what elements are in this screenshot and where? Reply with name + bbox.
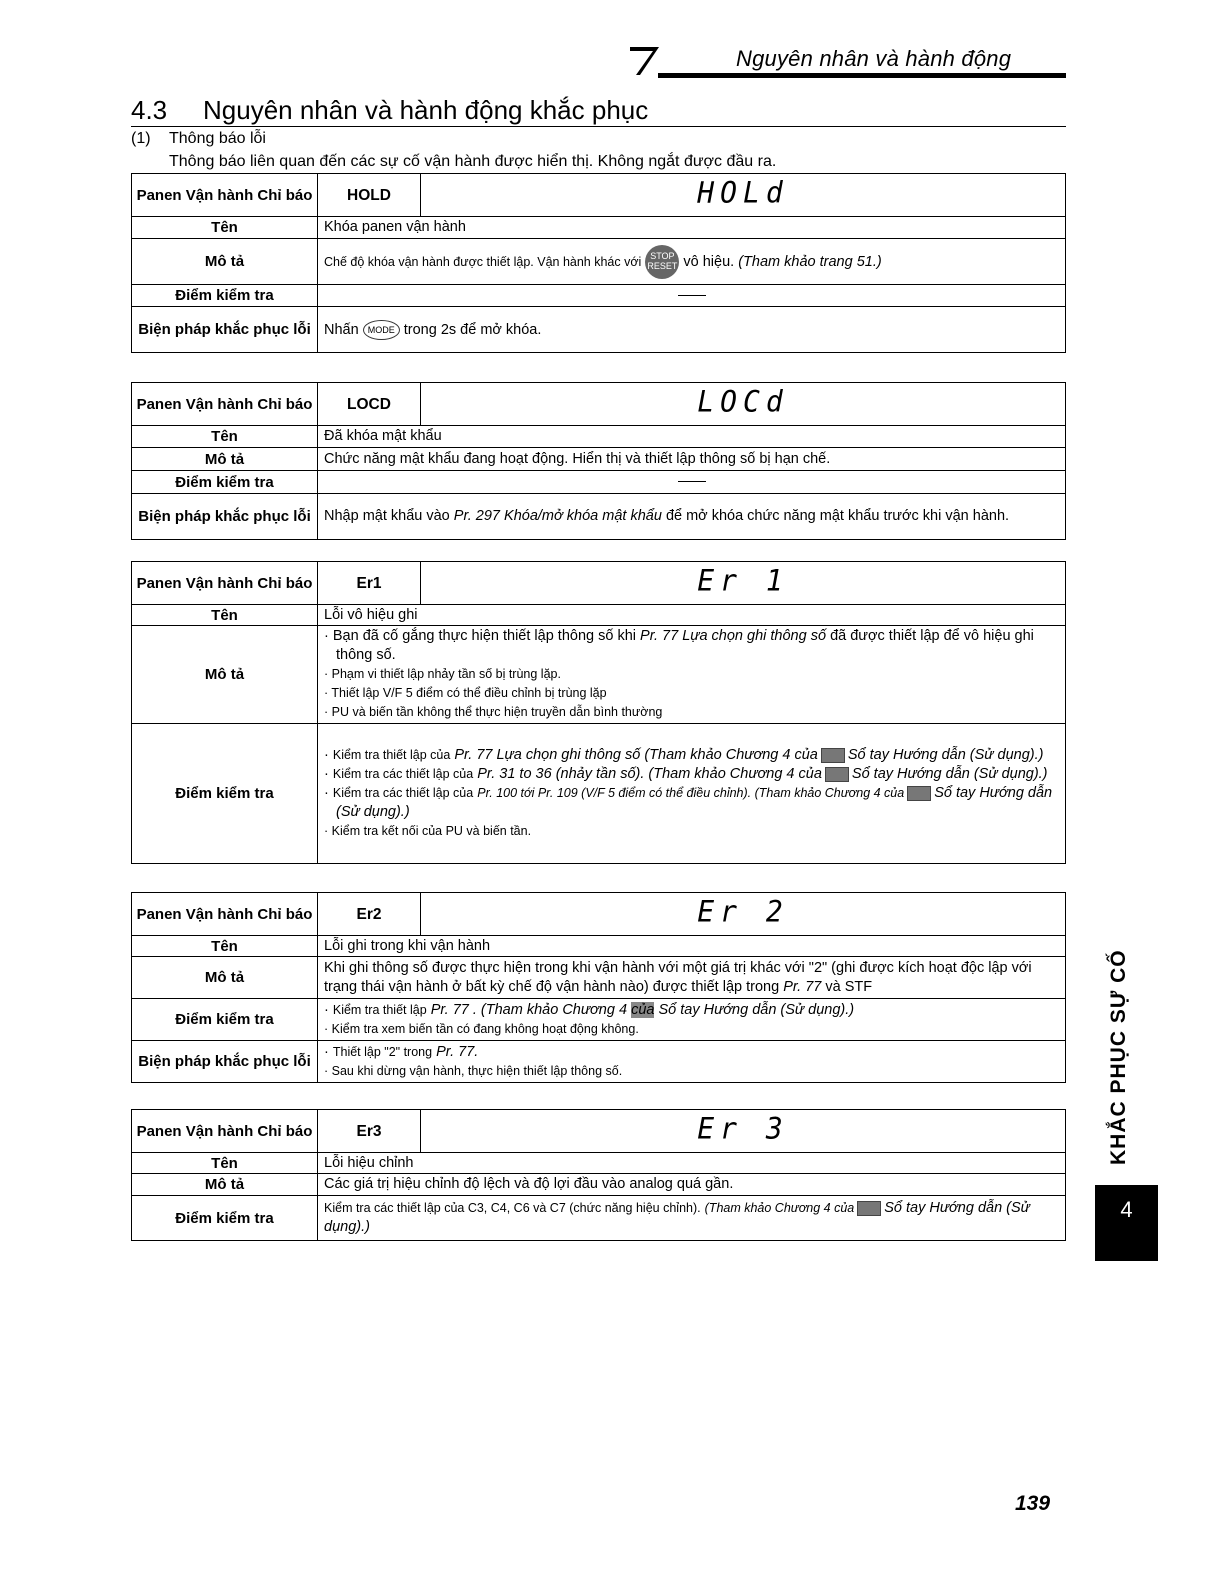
label-desc: Mô tả — [132, 957, 318, 999]
error-remedy: Nhấn MODE trong 2s để mở khóa. — [318, 307, 1066, 353]
label-name: Tên — [132, 936, 318, 957]
label-remedy: Biện pháp khắc phục lỗi — [132, 1041, 318, 1083]
error-check: Kiểm tra các thiết lập của C3, C4, C6 và C7 (chức năng hiệu chỉnh). (Tham khảo Chương 4 của Sổ tay Hướng dẫn (Sử dụng).) — [318, 1196, 1066, 1241]
segment-display: Er 3 — [421, 1110, 1066, 1153]
error-desc — [318, 626, 1066, 724]
segment-display: Er 2 — [421, 893, 1066, 936]
error-check — [318, 724, 1066, 864]
manual-book-icon — [821, 748, 845, 763]
label-desc: Mô tả — [132, 1174, 318, 1196]
error-code: Er2 — [318, 893, 421, 936]
error-name: Lỗi hiệu chỉnh — [318, 1153, 1066, 1174]
chapter-logo-icon — [628, 44, 662, 78]
error-code: Er3 — [318, 1110, 421, 1153]
label-remedy: Biện pháp khắc phục lỗi — [132, 494, 318, 540]
error-desc: Chế độ khóa vận hành được thiết lập. Vận hành khác với STOP RESET vô hiệu. (Tham khảo trang 51.) — [318, 239, 1066, 285]
error-code: Er1 — [318, 562, 421, 605]
label-panel: Panen Vận hành Chỉ báo — [132, 383, 318, 426]
error-code: LOCD — [318, 383, 421, 426]
error-name: Đã khóa mật khẩu — [318, 426, 1066, 448]
error-code: HOLD — [318, 174, 421, 217]
label-desc: Mô tả — [132, 239, 318, 285]
label-desc: Mô tả — [132, 626, 318, 724]
label-name: Tên — [132, 426, 318, 448]
label-name: Tên — [132, 605, 318, 626]
error-desc: Các giá trị hiệu chỉnh độ lệch và độ lợi đầu vào analog quá gần. — [318, 1174, 1066, 1196]
error-desc: Chức năng mật khẩu đang hoạt động. Hiển thị và thiết lập thông số bị hạn chế. — [318, 448, 1066, 471]
error-check — [318, 999, 1066, 1041]
subsection-title: Thông báo lỗi — [169, 130, 266, 147]
manual-book-icon — [907, 786, 931, 801]
label-desc: Mô tả — [132, 448, 318, 471]
label-check: Điểm kiểm tra — [132, 999, 318, 1041]
subsection-heading — [131, 130, 266, 148]
segment-display: Er 1 — [421, 562, 1066, 605]
header-title: Nguyên nhân và hành động — [736, 46, 1012, 71]
desc-item: · Bạn đã cố gắng thực hiện thiết lập thông số khi Pr. 77 Lựa chọn ghi thông số đã được thiết lập để vô hiệu ghi thông số. — [324, 627, 1059, 665]
check-item: · Kiểm tra các thiết lập của Pr. 100 tới Pr. 109 (V/F 5 điểm có thể điều chỉnh). (Tham khảo Chương 4 của Sổ tay Hướng dẫn (Sử dụng).) — [324, 784, 1059, 822]
subsection-number: (1) — [131, 130, 151, 147]
error-name: Lỗi ghi trong khi vận hành — [318, 936, 1066, 957]
section-title-text: Nguyên nhân và hành động khắc phục — [203, 95, 649, 125]
mode-key-icon: MODE — [363, 320, 400, 340]
label-panel: Panen Vận hành Chỉ báo — [132, 893, 318, 936]
remedy-item: · Thiết lập "2" trong Pr. 77. — [324, 1043, 1059, 1062]
chapter-tab[interactable]: 4 — [1095, 1185, 1158, 1261]
manual-book-icon — [857, 1201, 881, 1216]
none-dash — [678, 481, 706, 482]
error-check — [318, 471, 1066, 494]
error-table-er2 — [131, 892, 1066, 1083]
error-remedy: Nhập mật khẩu vào Pr. 297 Khóa/mở khóa mật khẩu để mở khóa chức năng mật khẩu trước khi vận hành. — [318, 494, 1066, 540]
label-check: Điểm kiểm tra — [132, 724, 318, 864]
error-table-hold — [131, 173, 1066, 353]
desc-item: · Phạm vi thiết lập nhảy tần số bị trùng lặp. — [324, 665, 1059, 684]
running-header — [628, 40, 1066, 80]
label-name: Tên — [132, 217, 318, 239]
section-title — [131, 95, 648, 126]
label-panel: Panen Vận hành Chỉ báo — [132, 174, 318, 217]
label-panel: Panen Vận hành Chỉ báo — [132, 562, 318, 605]
section-number: 4.3 — [131, 95, 168, 125]
error-check — [318, 285, 1066, 307]
remedy-item: · Sau khi dừng vận hành, thực hiện thiết lập thông số. — [324, 1062, 1059, 1081]
label-remedy: Biện pháp khắc phục lỗi — [132, 307, 318, 353]
error-name: Khóa panen vận hành — [318, 217, 1066, 239]
error-table-er3 — [131, 1109, 1066, 1241]
check-item: · Kiểm tra thiết lập Pr. 77 . (Tham khảo Chương 4 của Sổ tay Hướng dẫn (Sử dụng).) — [324, 1001, 1059, 1020]
section-rule — [131, 126, 1066, 127]
error-table-er1 — [131, 561, 1066, 864]
intro-text: Thông báo liên quan đến các sự cố vận hành được hiển thị. Không ngắt được đầu ra. — [169, 153, 777, 170]
label-check: Điểm kiểm tra — [132, 471, 318, 494]
desc-item: · Thiết lập V/F 5 điểm có thể điều chỉnh bị trùng lặp — [324, 684, 1059, 703]
segment-display: LOCd — [421, 383, 1066, 426]
label-check: Điểm kiểm tra — [132, 285, 318, 307]
none-dash — [678, 295, 706, 296]
check-item: · Kiểm tra kết nối của PU và biến tần. — [324, 822, 1059, 841]
error-remedy — [318, 1041, 1066, 1083]
check-item: · Kiểm tra các thiết lập của Pr. 31 to 36 (nhảy tần số). (Tham khảo Chương 4 của Sổ tay Hướng dẫn (Sử dụng).) — [324, 765, 1059, 784]
header-rule — [658, 73, 1066, 78]
label-name: Tên — [132, 1153, 318, 1174]
check-item: · Kiểm tra xem biến tần có đang không hoạt động không. — [324, 1020, 1059, 1039]
stop-reset-key-icon: STOP RESET — [645, 245, 679, 279]
error-desc: Khi ghi thông số được thực hiện trong khi vận hành với một giá trị khác với "2" (ghi được kích hoạt độc lập với trạng thái vận hành ở bất kỳ chế độ vận hành nào) được thiết lập trong Pr. 77 và STF — [318, 957, 1066, 999]
error-table-locd — [131, 382, 1066, 540]
label-check: Điểm kiểm tra — [132, 1196, 318, 1241]
page-number: 139 — [1015, 1492, 1051, 1515]
desc-item: · PU và biến tần không thể thực hiện truyền dẫn bình thường — [324, 703, 1059, 722]
segment-display: HOLd — [421, 174, 1066, 217]
error-name: Lỗi vô hiệu ghi — [318, 605, 1066, 626]
check-item: · Kiểm tra thiết lập của Pr. 77 Lựa chọn ghi thông số (Tham khảo Chương 4 của Sổ tay Hướng dẫn (Sử dụng).) — [324, 746, 1059, 765]
manual-book-icon — [825, 767, 849, 782]
label-panel: Panen Vận hành Chỉ báo — [132, 1110, 318, 1153]
side-chapter-label: KHẮC PHỤC SỰ CỐ — [1107, 949, 1130, 1165]
